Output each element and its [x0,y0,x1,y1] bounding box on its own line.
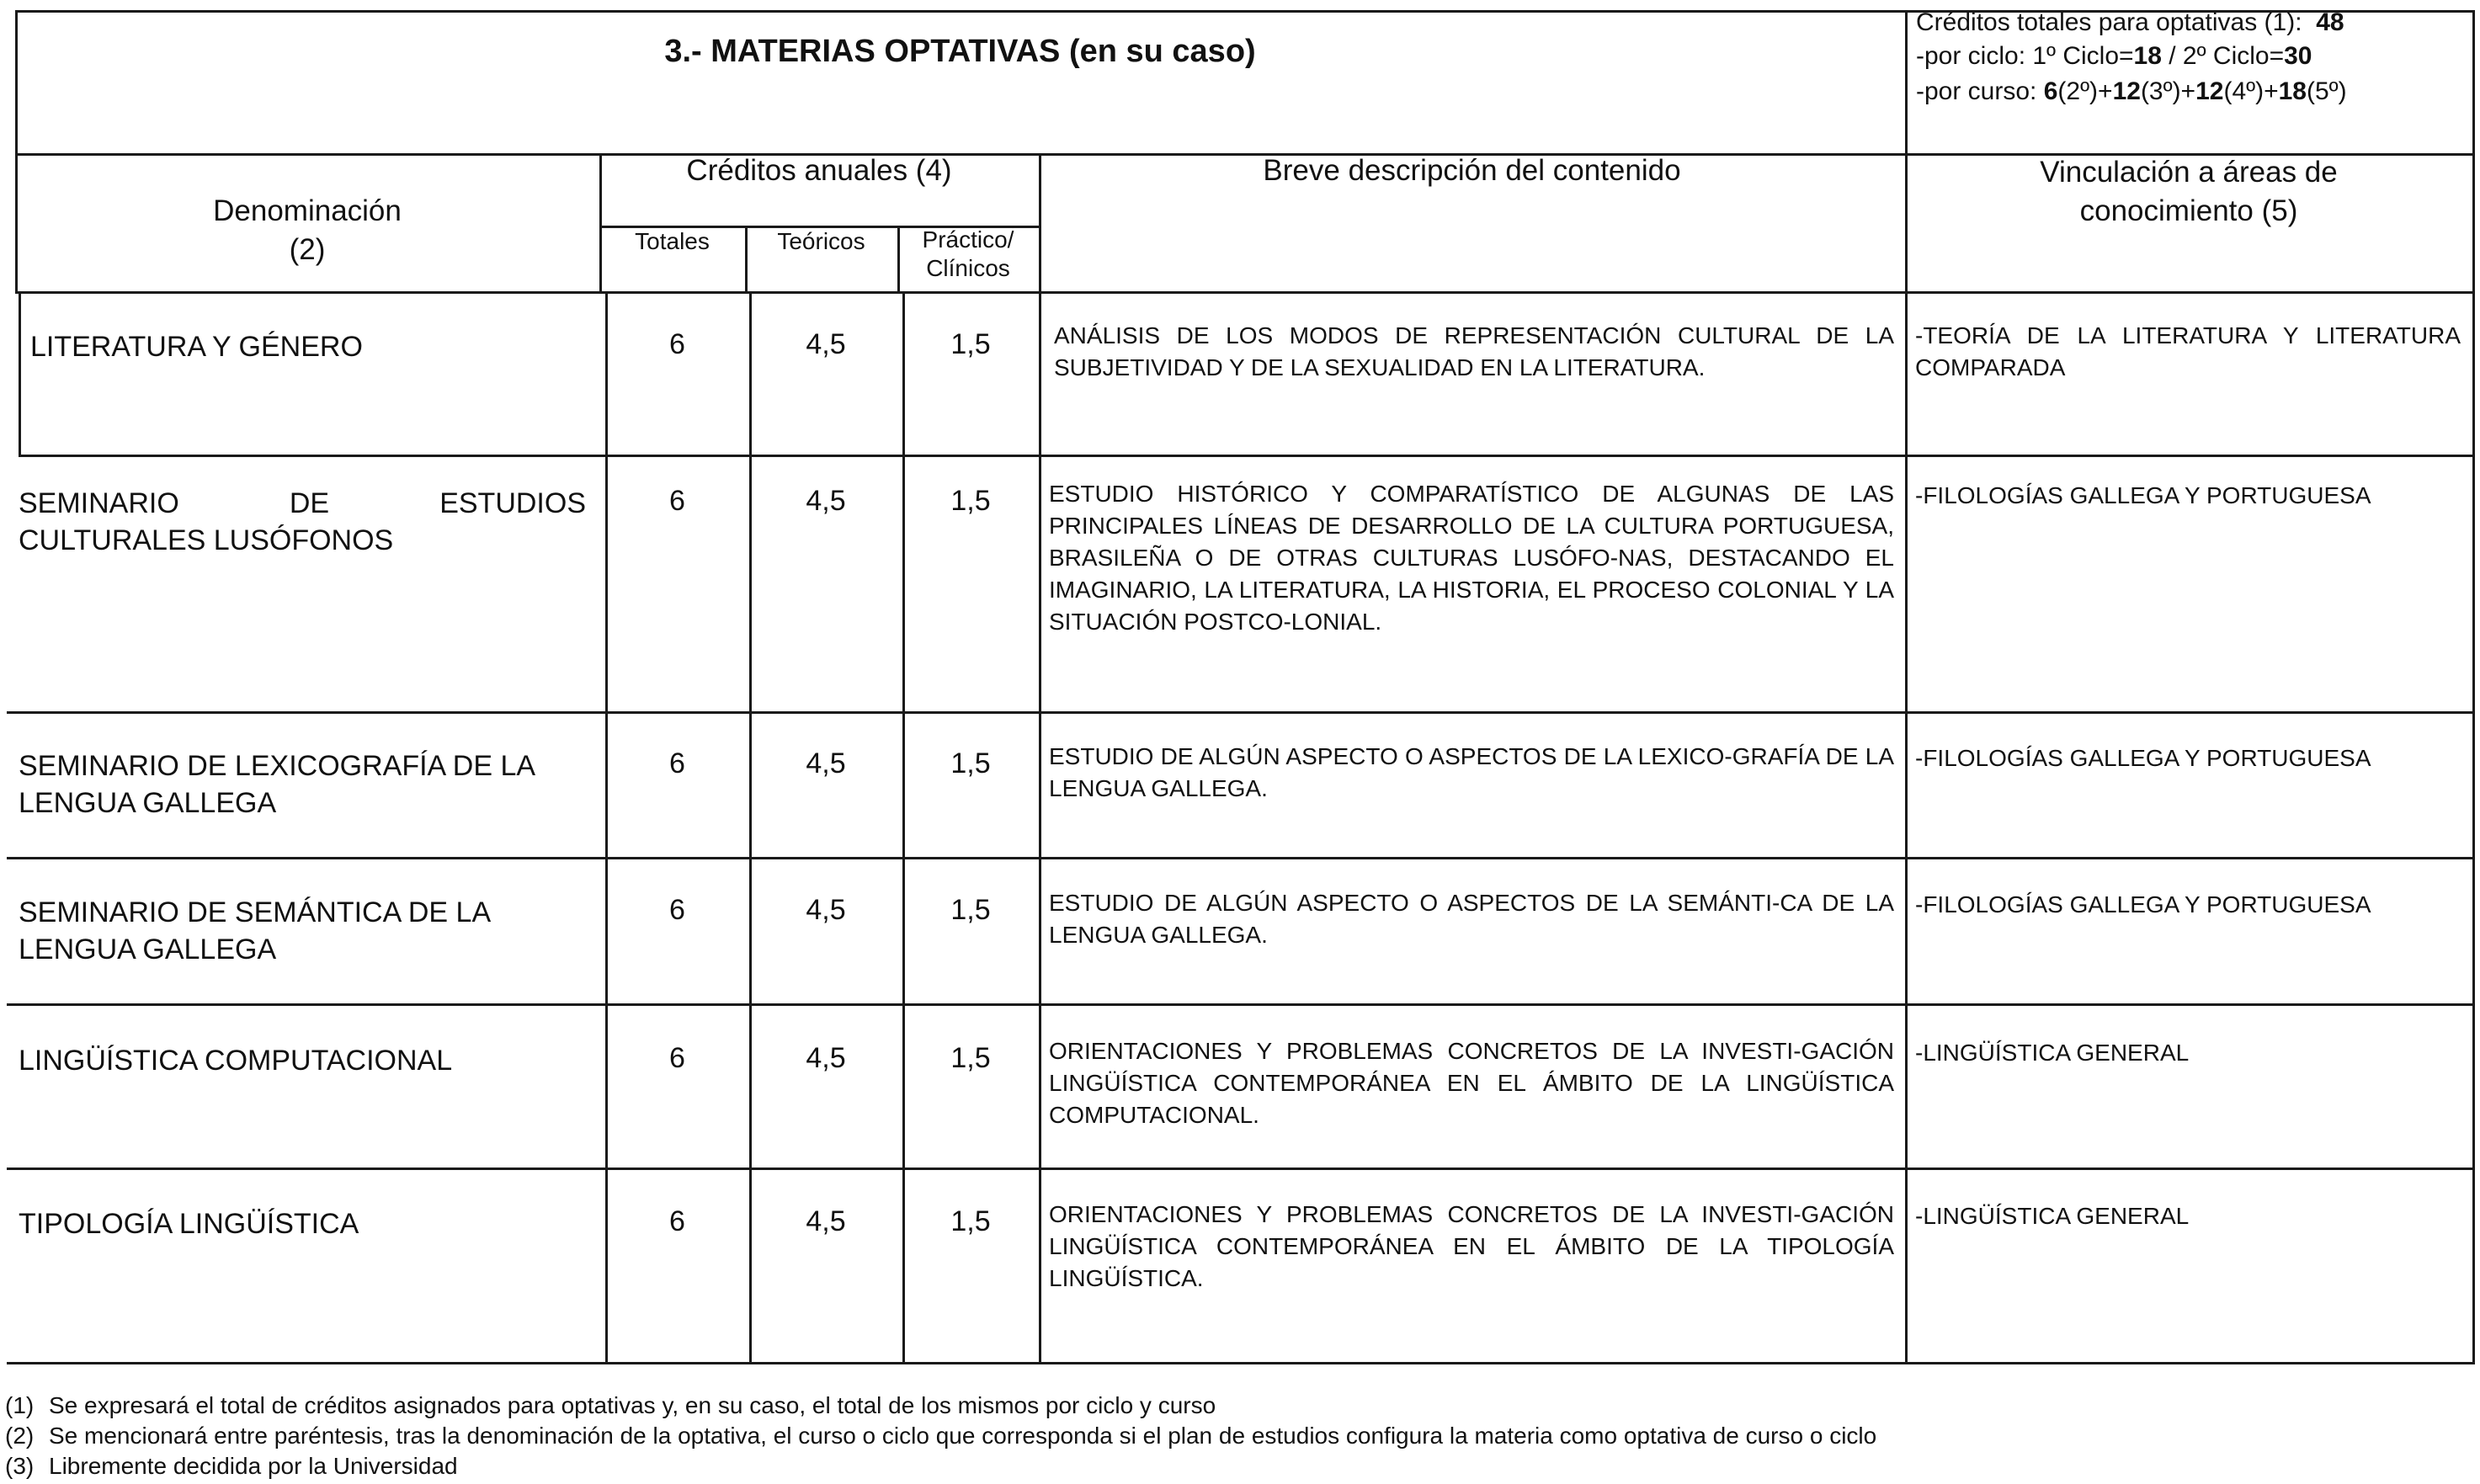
rule [749,291,752,1364]
page-title: 3.- MATERIAS OPTATIVAS (en su caso) [664,34,1256,69]
col-header-denominacion [15,192,599,269]
footnote-index: (2) [5,1423,35,1449]
content-description: ORIENTACIONES Y PROBLEMAS CONCRETOS DE LA INVESTI-GACIÓN LINGÜÍSTICA CONTEMPORÁNEA EN EL ÁMBITO DE LA LINGÜÍSTICA COMPUTACIONAL. [1049,1038,1894,1128]
credits-teoricos: 4,5 [806,894,846,926]
credits-total-value: 48 [2316,8,2344,36]
content-description: ESTUDIO DE ALGÚN ASPECTO O ASPECTOS DE LA LEXICO-GRAFÍA DE LA LENGUA GALLEGA. [1049,743,1894,801]
course-year: (2º)+ [2057,77,2113,105]
rule [7,1003,2475,1006]
col-header-line: conocimiento (5) [2079,194,2298,227]
content-description: ESTUDIO HISTÓRICO Y COMPARATÍSTICO DE ALGUNAS DE LAS PRINCIPALES LÍNEAS DE DESARROLLO DE LA CULTURA PORTUGUESA, BRASILEÑA O DE OTRAS CULTURAS LUSÓFO-NAS, DESTACANDO EL IMAGINARIO, LA LITERATURA, LA HISTORIA, EL PROCESO COLONIAL Y LA SITUACIÓN POSTCO-LONIAL. [1049,481,1894,635]
rule [15,291,2475,294]
credits-total [1916,7,2344,39]
subject-name: SEMINARIO DE SEMÁNTICA DE LA [19,896,492,928]
credits-teoricos: 4,5 [806,485,846,517]
rule [902,291,905,1364]
subject-name: LENGUA GALLEGA [19,933,277,965]
footnote-text: Libremente decidida por la Universidad [49,1453,458,1479]
rule [19,291,21,456]
rule [7,857,2475,859]
subject-name: SEMINARIO DE LEXICOGRAFÍA DE LA [19,750,536,782]
course-year: (3º)+ [2140,77,2196,105]
credits-teoricos: 4,5 [806,328,846,360]
footnote-index: (3) [5,1453,35,1479]
course-value: 12 [2112,77,2141,105]
cycle-2-value: 30 [2284,42,2312,70]
col-header-line: Denominación [213,194,402,227]
course-year: (5º) [2307,77,2347,105]
rule [19,455,2475,457]
credits-teoricos: 4,5 [806,1042,846,1074]
knowledge-area: -LINGÜÍSTICA GENERAL [1915,1040,2190,1066]
footnote-text: Se expresará el total de créditos asignados para optativas y, en su caso, el total de los mismos por ciclo y curso [49,1392,1216,1418]
col-header-totales: Totales [635,228,710,254]
course-year: (4º)+ [2223,77,2279,105]
col-header-line: Práctico/ [922,226,1014,253]
rule [2472,10,2475,1364]
course-value: 6 [2043,77,2058,105]
knowledge-area: -LINGÜÍSTICA GENERAL [1915,1203,2190,1229]
credits-practicos: 1,5 [950,894,991,926]
subject-name: TIPOLOGÍA LINGÜÍSTICA [19,1208,359,1240]
footnote-text: Se mencionará entre paréntesis, tras la denominación de la optativa, el curso o ciclo que corresponda si el plan de estudios configura la materia como optativa de curso o ciclo [49,1423,1877,1449]
subject-name: SEMINARIO DE ESTUDIOS [19,487,586,519]
col-header-line: Clínicos [926,255,1010,281]
subject-name: LENGUA GALLEGA [19,787,277,819]
credits-teoricos: 4,5 [806,747,846,779]
content-description: ESTUDIO DE ALGÚN ASPECTO O ASPECTOS DE LA SEMÁNTI-CA DE LA LENGUA GALLEGA. [1049,890,1894,948]
credits-practicos: 1,5 [950,1205,991,1237]
col-header-descripcion: Breve descripción del contenido [1263,154,1681,187]
knowledge-area: -TEORÍA DE LA LITERATURA Y LITERATURA COMPARADA [1915,322,2461,380]
footnote [5,1451,458,1481]
col-header-teoricos: Teóricos [777,228,865,254]
cycle-label: -por ciclo: 1º Ciclo= [1916,42,2134,70]
credits-teoricos: 4,5 [806,1205,846,1237]
cycle-mid-label: / 2º Ciclo= [2161,42,2285,70]
col-header-line: (2) [289,233,326,266]
rule [1039,153,1041,1364]
credits-per-course [1916,76,2347,108]
rule [7,711,2475,714]
subject-name: LINGÜÍSTICA COMPUTACIONAL [19,1045,453,1077]
credits-practicos: 1,5 [950,1042,991,1074]
course-value: 12 [2195,77,2224,105]
credits-totales: 6 [669,894,685,926]
credits-practicos: 1,5 [950,747,991,779]
col-header-creditos: Créditos anuales (4) [686,154,952,187]
footnote [5,1391,1216,1421]
footnote [5,1421,1876,1451]
col-header-line: Vinculación a áreas de [2040,156,2338,189]
credits-totales: 6 [669,747,685,779]
col-header-practicos [897,226,1039,283]
col-header-vinculacion [1905,153,2472,231]
subject-name: CULTURALES LUSÓFONOS [19,524,394,556]
knowledge-area: -FILOLOGÍAS GALLEGA Y PORTUGUESA [1915,482,2371,508]
course-label: -por curso: [1916,77,2044,105]
rule [605,291,608,1364]
course-value: 18 [2278,77,2307,105]
subject-name: LITERATURA Y GÉNERO [30,331,363,363]
credits-practicos: 1,5 [950,328,991,360]
footnote-index: (1) [5,1392,35,1418]
content-description: ORIENTACIONES Y PROBLEMAS CONCRETOS DE LA INVESTI-GACIÓN LINGÜÍSTICA CONTEMPORÁNEA EN EL ÁMBITO DE LA TIPOLOGÍA LINGÜÍSTICA. [1049,1201,1894,1291]
credits-total-label: Créditos totales para optativas (1): [1916,8,2302,36]
credits-practicos: 1,5 [950,485,991,517]
credits-totales: 6 [669,1205,685,1237]
rule [7,1362,2475,1364]
credits-totales: 6 [669,1042,685,1074]
knowledge-area: -FILOLOGÍAS GALLEGA Y PORTUGUESA [1915,745,2371,771]
rule [7,1168,2475,1170]
credits-per-cycle [1916,40,2312,72]
content-description: ANÁLISIS DE LOS MODOS DE REPRESENTACIÓN CULTURAL DE LA SUBJETIVIDAD Y DE LA SEXUALIDAD EN LA LITERATURA. [1054,322,1894,380]
knowledge-area: -FILOLOGÍAS GALLEGA Y PORTUGUESA [1915,891,2371,918]
cycle-1-value: 18 [2133,42,2162,70]
rule [1905,153,1908,1364]
credits-totales: 6 [669,328,685,360]
credits-totales: 6 [669,485,685,517]
